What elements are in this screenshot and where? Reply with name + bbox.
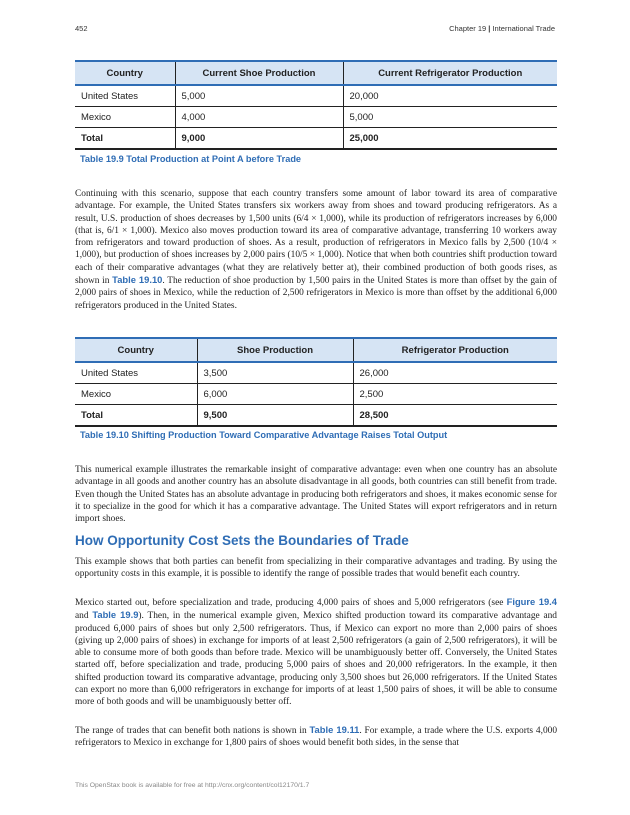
table-cell: Mexico	[75, 107, 175, 128]
table-cell: 4,000	[175, 107, 343, 128]
table-19-10	[75, 337, 557, 427]
table-cell: 9,000	[175, 128, 343, 150]
chapter-label: Chapter 19	[449, 24, 487, 33]
table-row	[75, 384, 557, 405]
table-cell: 28,500	[353, 405, 557, 427]
chapter-separator: |	[486, 24, 493, 33]
table-link[interactable]: Table 19.9	[92, 609, 139, 621]
column-header: Current Shoe Production	[175, 61, 343, 85]
paragraph: This numerical example illustrates the remarkable insight of comparative advantage: even when one country has an absolute advantage in all goods and another country has an absolute disadvantage in all goods, both countries can still benefit from trade. Even though the United States has an absolute advantage in producing both refrigerators and shoes, it makes economic sense for it to specialize in the good for which it has a comparative advantage. The United States will export refrigerators and in return import shoes.	[75, 465, 557, 525]
page-header	[75, 24, 555, 38]
column-header: Country	[75, 338, 197, 362]
paragraph-text: and	[75, 611, 93, 622]
table-header-row	[75, 338, 557, 362]
column-header: Country	[75, 61, 175, 85]
table-cell: 3,500	[197, 362, 353, 384]
table-cell: 5,000	[175, 85, 343, 107]
paragraph: This example shows that both parties can benefit from specializing in their comparative advantages and trading. By using the opportunity costs in this example, it is possible to identify the range of possible trades that would benefit each country.	[75, 557, 557, 580]
table-row	[75, 362, 557, 384]
table-cell: 6,000	[197, 384, 353, 405]
table-cell: Total	[75, 128, 175, 150]
table-row	[75, 85, 557, 107]
table-link[interactable]: Table 19.10	[112, 274, 163, 286]
paragraph-text: . For example, a trade where the U.S. exports 4,000 refrigerators to Mexico in exchange for 1,800 pairs of shoes would benefit both sides, in the sense that	[75, 726, 558, 749]
paragraph	[75, 724, 557, 750]
table-cell: 20,000	[343, 85, 557, 107]
table-link[interactable]: Table 19.11	[309, 724, 360, 735]
table-cell: 25,000	[343, 128, 557, 150]
section-heading: How Opportunity Cost Sets the Boundaries of Trade	[75, 533, 409, 548]
paragraph-text: The range of trades that can benefit both nations is shown in	[75, 726, 310, 736]
table-cell: 5,000	[343, 107, 557, 128]
table-caption: Table 19.10 Shifting Production Toward Comparative Advantage Raises Total Output	[80, 430, 448, 440]
column-header: Current Refrigerator Production	[343, 61, 557, 85]
table-19-9	[75, 60, 557, 150]
table-cell: 9,500	[197, 405, 353, 427]
figure-link[interactable]: Figure 19.4	[506, 596, 558, 607]
paragraph-text: . The reduction of shoe production by 1,500 pairs in the United States is more than offset by the gain of 2,000 pairs of shoes in Mexico, while the reduction of 2,500 refrigerators in Mexico is more than offset by the additional 6,000 refrigerators produced in the United States.	[75, 276, 557, 311]
table-cell: 26,000	[353, 362, 557, 384]
table-total-row	[75, 128, 557, 150]
paragraph-text: ). Then, in the numerical example given, Mexico shifted production toward its comparative advantage and produced 6,000 pairs of shoes but only 2,500 refrigerators. Thus, if Mexico can export no more than 2,000 pairs of shoes (giving up 2,000 pairs of shoes) in exchange for imports of at least 2,500 refrigerators (a gain of 2,500 refrigerators), it will be able to consume more of both goods than before trade. Mexico will be unambiguously better off. Conversely, the United States started off, before specialization and trade, producing 5,000 pairs of shoes and 20,000 refrigerators. In the example, it then shifted production toward its comparative advantage, producing only 3,500 shoes but 26,000 refrigerators. If the United States can export no more than 6,000 refrigerators in exchange for imports of at least 1,500 pairs of shoes, it will be able to consume more of both goods and will be unambiguously better off.	[75, 611, 557, 708]
running-head	[449, 24, 555, 33]
column-header: Refrigerator Production	[353, 338, 557, 362]
column-header: Shoe Production	[197, 338, 353, 362]
table-cell: Total	[75, 405, 197, 427]
chapter-title: International Trade	[492, 24, 555, 33]
table-cell: United States	[75, 85, 175, 107]
page-footer: This OpenStax book is available for free at http://cnx.org/content/col12170/1.7	[75, 782, 310, 789]
table-caption: Table 19.9 Total Production at Point A before Trade	[80, 154, 302, 164]
table-row	[75, 107, 557, 128]
table-cell: 2,500	[353, 384, 557, 405]
paragraph-text: Continuing with this scenario, suppose that each country transfers some amount of labor toward its area of comparative advantage. For example, the United States transfers six workers away from shoes and toward producing refrigerators. As a result, U.S. production of shoes decreases by 1,500 units (6/4 × 1,000), while its production of refrigerators increases by 6,000 (that is, 6/1 × 1,000). Mexico also moves production toward its area of comparative advantage, transferring 10 workers away from refrigerators and toward production of shoes. As a result, production of refrigerators in Mexico falls by 2,500 (10/4 × 1,000), but production of shoes increases by 2,000 pairs (10/5 × 1,000). Notice that when both countries shift production toward each of their comparative advantages (what they are relatively better at), their combined production of both goods rises, as shown in	[75, 189, 557, 287]
table-cell: United States	[75, 362, 197, 384]
table-cell: Mexico	[75, 384, 197, 405]
paragraph	[75, 188, 557, 312]
paragraph	[75, 596, 557, 709]
page-number: 452	[75, 24, 88, 33]
table-total-row	[75, 405, 557, 427]
table-header-row	[75, 61, 557, 85]
paragraph-text: Mexico started out, before specialization and trade, producing 4,000 pairs of shoes and 5,000 refrigerators (see	[75, 598, 507, 608]
